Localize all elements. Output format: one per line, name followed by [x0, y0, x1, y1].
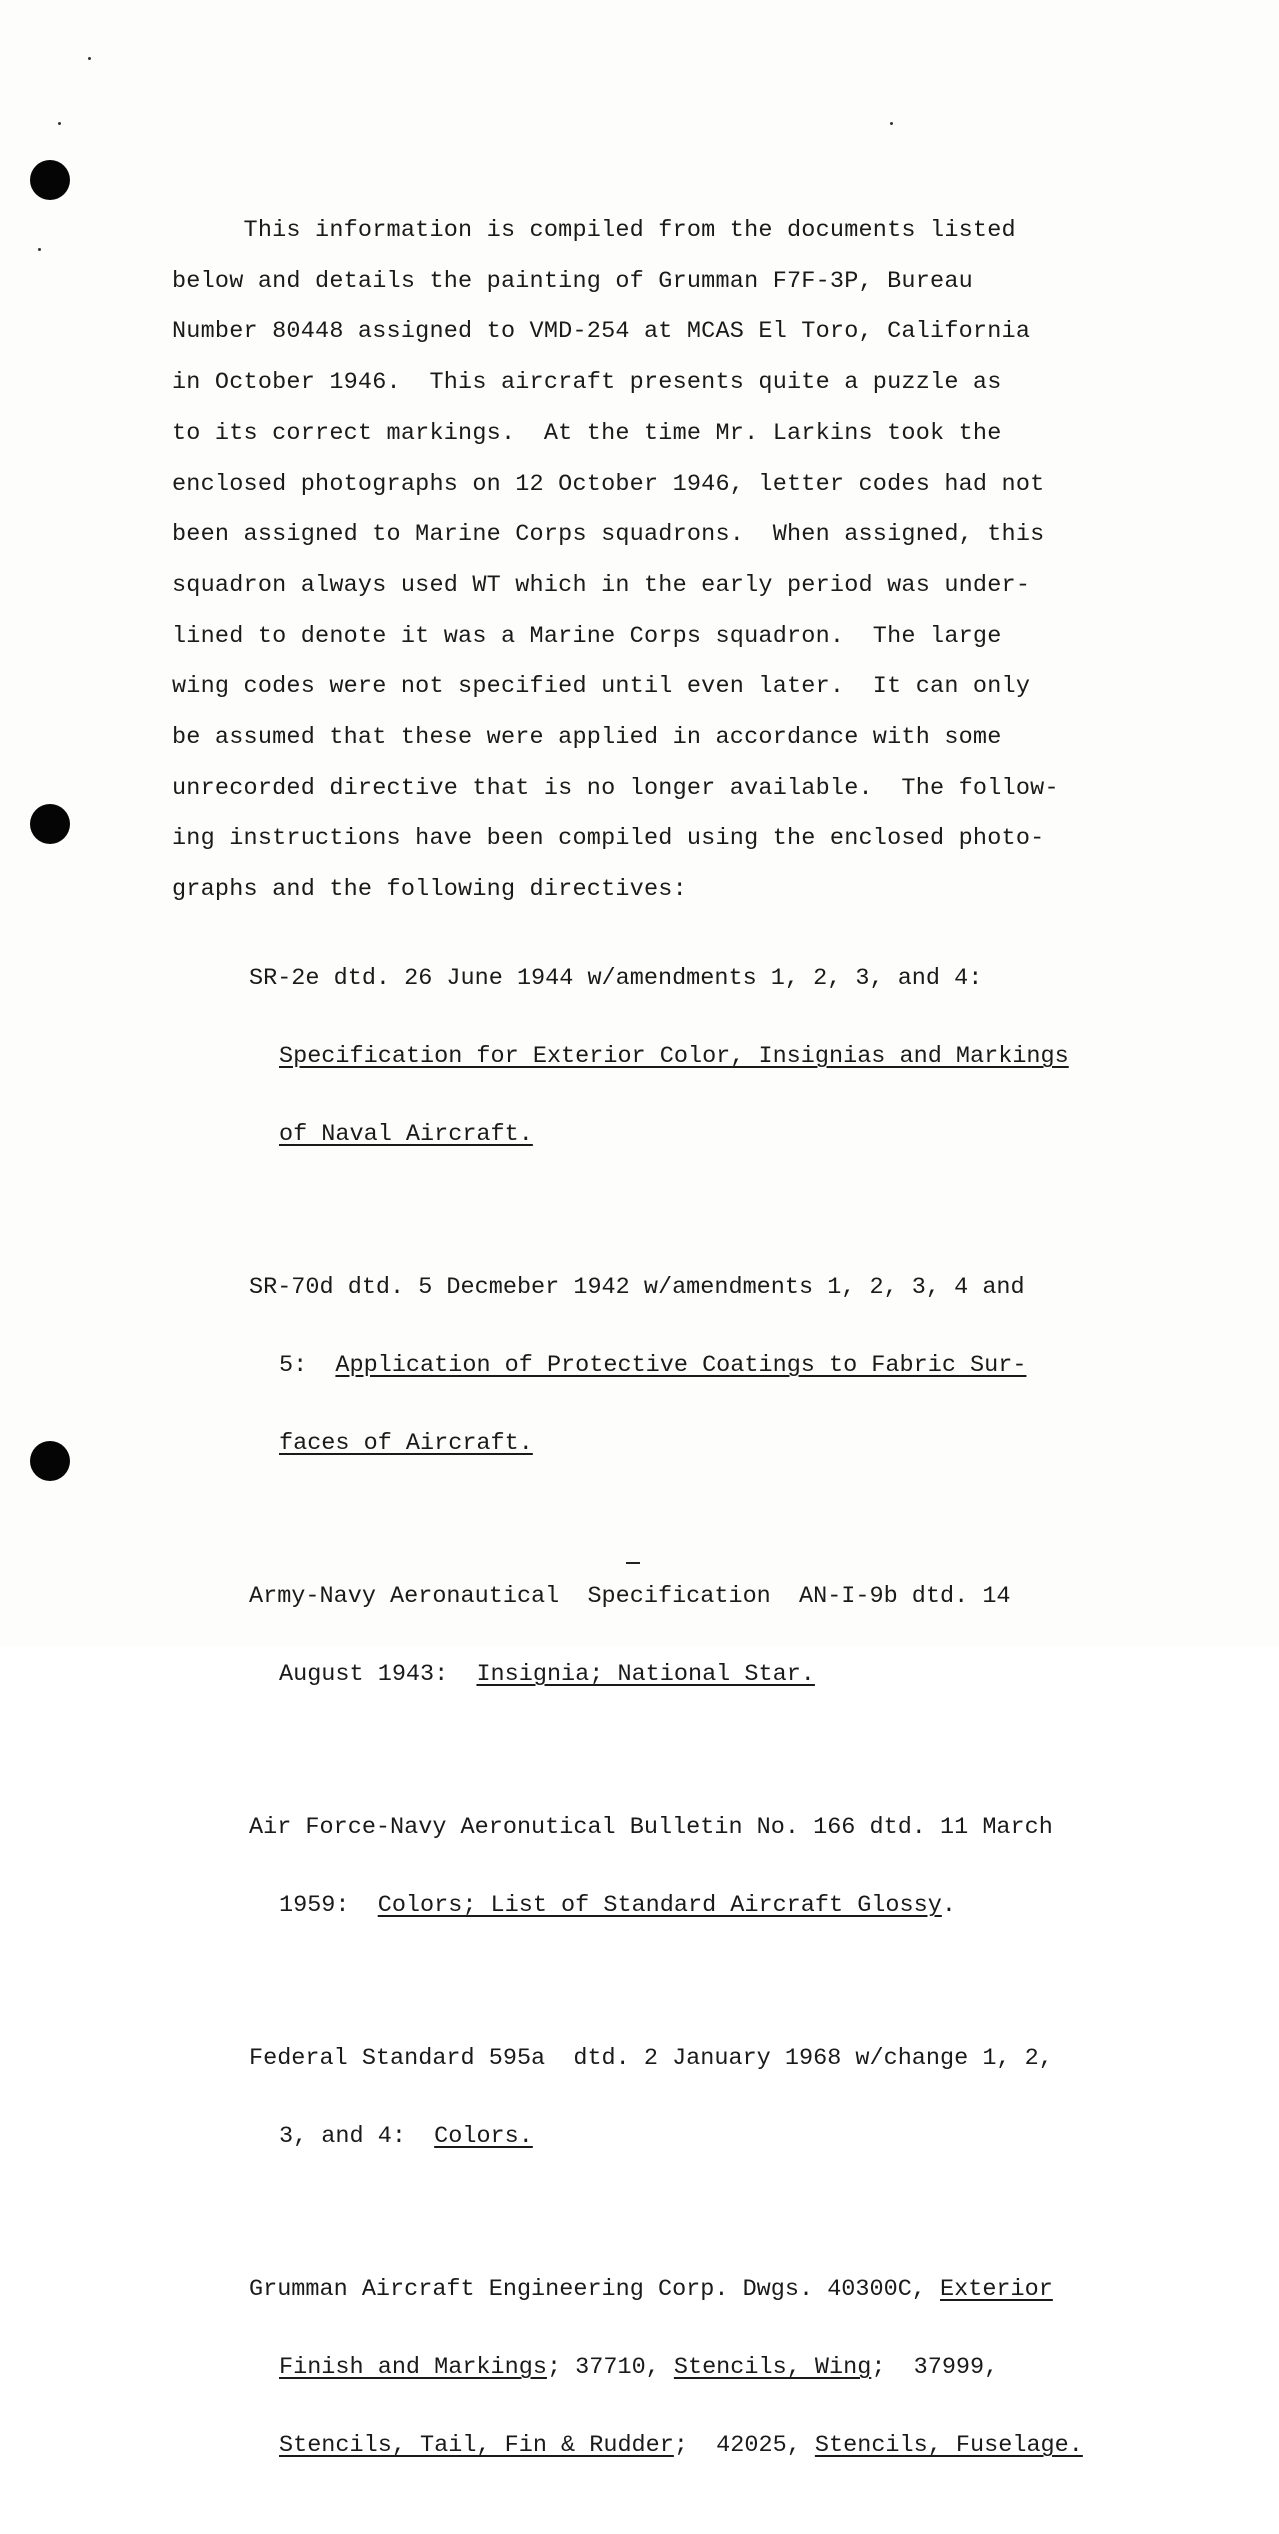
directive-item [249, 1223, 1149, 1509]
directive-line [249, 1662, 1149, 1688]
directive-title: of Naval Aircraft. [279, 1121, 533, 1148]
directive-title: Exterior [940, 2276, 1053, 2303]
directive-item [249, 914, 1149, 1200]
directive-text: 1959: [279, 1892, 378, 1919]
directive-line [249, 2355, 1149, 2381]
directive-line [249, 1893, 1149, 1919]
intro-line: ing instructions have been compiled using the enclosed photo- [172, 825, 1045, 853]
directive-line [249, 2277, 1149, 2303]
intro-line: been assigned to Marine Corps squadrons. When assigned, this [172, 521, 1045, 549]
intro-line: to its correct markings. At the time Mr. Larkins took the [172, 419, 1002, 447]
directive-line: Federal Standard 595a dtd. 2 January 1968 w/change 1, 2, [249, 2045, 1053, 2072]
directive-item [249, 2225, 1149, 2511]
directive-text: Grumman Aircraft Engineering Corp. Dwgs. 40300C, [249, 2276, 941, 2303]
directive-line [249, 1353, 1149, 1379]
directive-line [249, 2124, 1149, 2150]
intro-line: Number 80448 assigned to VMD-254 at MCAS El Toro, California [172, 318, 1031, 346]
directive-text: 3, and 4: [279, 2123, 435, 2150]
directive-title: Finish and Markings [279, 2354, 547, 2381]
directive-line: SR-70d dtd. 5 Decmeber 1942 w/amendments 1, 2, 3, 4 and [249, 1274, 1025, 1301]
directive-line [249, 1431, 1149, 1457]
directive-item [249, 1532, 1149, 1740]
directive-text: 5: [279, 1352, 336, 1379]
intro-line: in October 1946. This aircraft presents quite a puzzle as [172, 369, 1002, 397]
directive-line: Army-Navy Aeronautical Specification AN-I-9b dtd. 14 [249, 1583, 1011, 1610]
paper-speck [88, 57, 91, 60]
intro-line: unrecorded directive that is no longer available. The follow- [172, 774, 1059, 802]
directive-title: faces of Aircraft. [279, 1430, 533, 1457]
punch-hole-bottom [30, 1441, 70, 1481]
intro-line: wing codes were not specified until even later. It can only [172, 673, 1031, 701]
directive-line [249, 1122, 1149, 1148]
directive-text: ; 37710, [546, 2354, 674, 2381]
directive-title: Application of Protective Coatings to Fabric Sur- [335, 1352, 1027, 1379]
paper-speck [890, 122, 893, 125]
directive-text: ; 42025, [673, 2432, 815, 2459]
paper-speck [58, 122, 61, 125]
directive-item [249, 1763, 1149, 1971]
directive-title: Stencils, Fuselage. [814, 2432, 1083, 2459]
intro-line: This information is compiled from the documents listed [172, 217, 1016, 244]
directive-title: Specification for Exterior Color, Insignias and Markings [279, 1043, 1069, 1070]
intro-line: below and details the painting of Grumman F7F-3P, Bureau [172, 267, 973, 295]
directive-item [249, 1994, 1149, 2202]
directive-line: Air Force-Navy Aeronutical Bulletin No. 166 dtd. 11 March [249, 1814, 1053, 1841]
punch-hole-middle [30, 804, 70, 844]
intro-line: lined to denote it was a Marine Corps squadron. The large [172, 622, 1002, 650]
directive-line: SR-2e dtd. 26 June 1944 w/amendments 1, 2, 3, and 4: [249, 965, 983, 992]
directive-text: ; 37999, [871, 2354, 999, 2381]
intro-line: enclosed photographs on 12 October 1946, letter codes had not [172, 470, 1045, 498]
directive-text: August 1943: [279, 1661, 477, 1688]
intro-line: squadron always used WT which in the early period was under- [172, 571, 1031, 599]
directive-title: Stencils, Tail, Fin & Rudder [279, 2432, 674, 2459]
intro-line: graphs and the following directives: [172, 876, 687, 904]
intro-paragraph [172, 206, 1172, 916]
directive-title: Colors. [434, 2123, 533, 2150]
directive-text: . [941, 1892, 956, 1919]
directive-line [249, 2433, 1149, 2459]
page-mark [626, 1562, 640, 1564]
directive-title: Stencils, Wing [673, 2354, 872, 2381]
directive-title: Colors; List of Standard Aircraft Glossy [377, 1892, 942, 1919]
directive-title: Insignia; National Star. [476, 1661, 815, 1688]
intro-line: be assumed that these were applied in accordance with some [172, 724, 1002, 752]
directive-line [249, 1044, 1149, 1070]
directive-list [249, 914, 1149, 2534]
punch-hole-top [30, 160, 70, 200]
paper-speck [38, 248, 41, 251]
